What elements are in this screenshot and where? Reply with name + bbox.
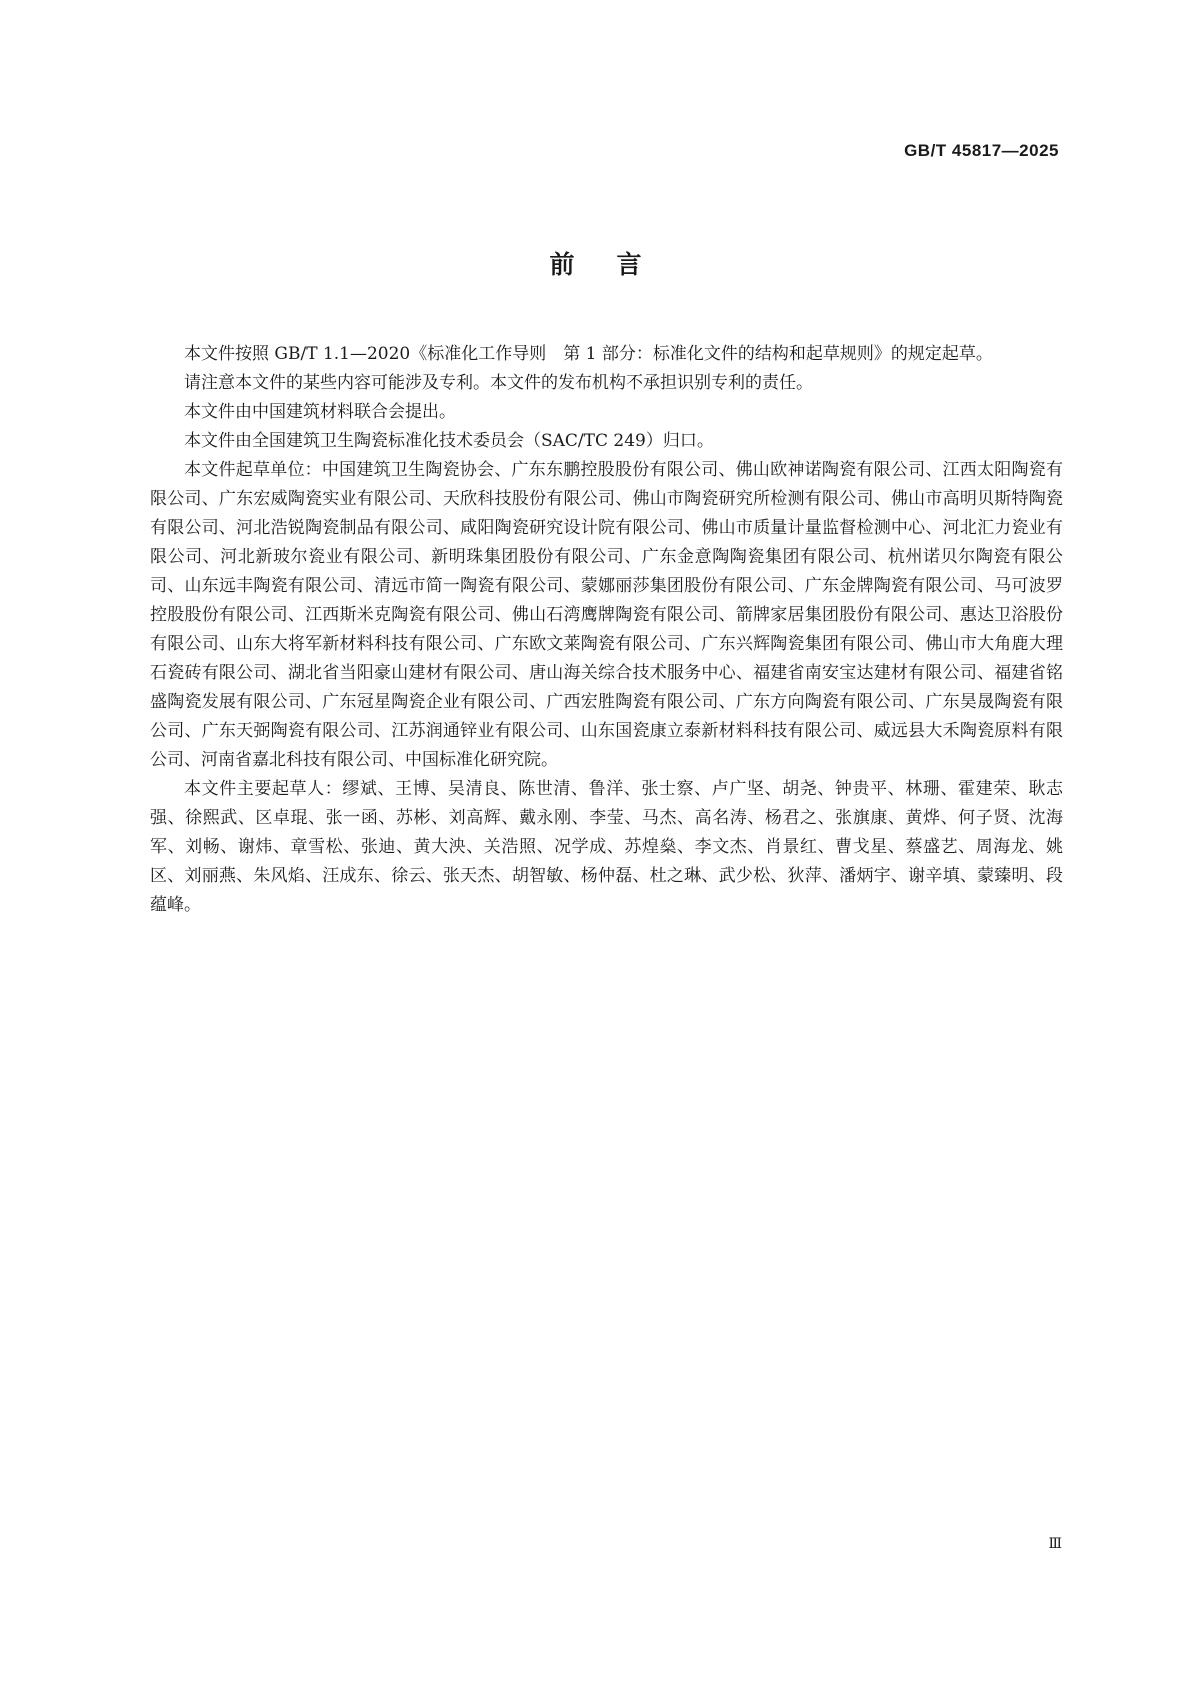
page-number: Ⅲ [1048,1536,1062,1552]
paragraph-proposer: 本文件由中国建筑材料联合会提出。 [184,402,456,422]
page-title: 前言 [549,250,684,279]
standard-number: GB/T 45817—2025 [904,141,1059,160]
foreword-body [150,340,1063,920]
paragraph-drafting-organizations: 本文件起草单位：中国建筑卫生陶瓷协会、广东东鹏控股股份有限公司、佛山欧神诺陶瓷有限公司、江西太阳陶瓷有限公司、广东宏威陶瓷实业有限公司、天欣科技股份有限公司、佛山市陶瓷研究所检测有限公司、佛山市高明贝斯特陶瓷有限公司、河北浩锐陶瓷制品有限公司、咸阳陶瓷研究设计院有限公司、佛山市质量计量监督检测中心、河北汇力瓷业有限公司、河北新玻尔瓷业有限公司、新明珠集团股份有限公司、广东金意陶陶瓷集团有限公司、杭州诺贝尔陶瓷有限公司、山东远丰陶瓷有限公司、清远市简一陶瓷有限公司、蒙娜丽莎集团股份有限公司、广东金牌陶瓷有限公司、马可波罗控股股份有限公司、江西斯米克陶瓷有限公司、佛山石湾鹰牌陶瓷有限公司、箭牌家居集团股份有限公司、惠达卫浴股份有限公司、山东大将军新材料科技有限公司、广东欧文莱陶瓷有限公司、广东兴辉陶瓷集团有限公司、佛山市大角鹿大理石瓷砖有限公司、湖北省当阳豪山建材有限公司、唐山海关综合技术服务中心、福建省南安宝达建材有限公司、福建省铭盛陶瓷发展有限公司、广东冠星陶瓷企业有限公司、广西宏胜陶瓷有限公司、广东方向陶瓷有限公司、广东昊晟陶瓷有限公司、广东天弼陶瓷有限公司、江苏润通锌业有限公司、山东国瓷康立泰新材料科技有限公司、威远县大禾陶瓷原料有限公司、河南省嘉北科技有限公司、中国标准化研究院。 [150,460,1063,770]
paragraph-drafting-rules: 本文件按照 GB/T 1.1—2020《标准化工作导则 第 1 部分：标准化文件的结构和起草规则》的规定起草。 [184,344,993,364]
paragraph-patent-notice: 请注意本文件的某些内容可能涉及专利。本文件的发布机构不承担识别专利的责任。 [184,373,813,393]
paragraph-centralized-by: 本文件由全国建筑卫生陶瓷标准化技术委员会（SAC/TC 249）归口。 [184,431,714,451]
paragraph-main-drafters: 本文件主要起草人：缪斌、王博、吴清良、陈世清、鲁洋、张士察、卢广坚、胡尧、钟贵平、林珊、霍建荣、耿志强、徐熙武、区卓琨、张一函、苏彬、刘高辉、戴永刚、李莹、马杰、高名涛、杨君之、张旗康、黄烨、何子贤、沈海军、刘畅、谢炜、章雪松、张迪、黄大泱、关浩照、况学成、苏煌燊、李文杰、肖景红、曹戈星、蔡盛艺、周海龙、姚区、刘丽燕、朱风焰、汪成东、徐云、张天杰、胡智敏、杨仲磊、杜之琳、武少松、狄萍、潘炳宇、谢辛填、蒙臻明、段蕴峰。 [150,779,1063,915]
